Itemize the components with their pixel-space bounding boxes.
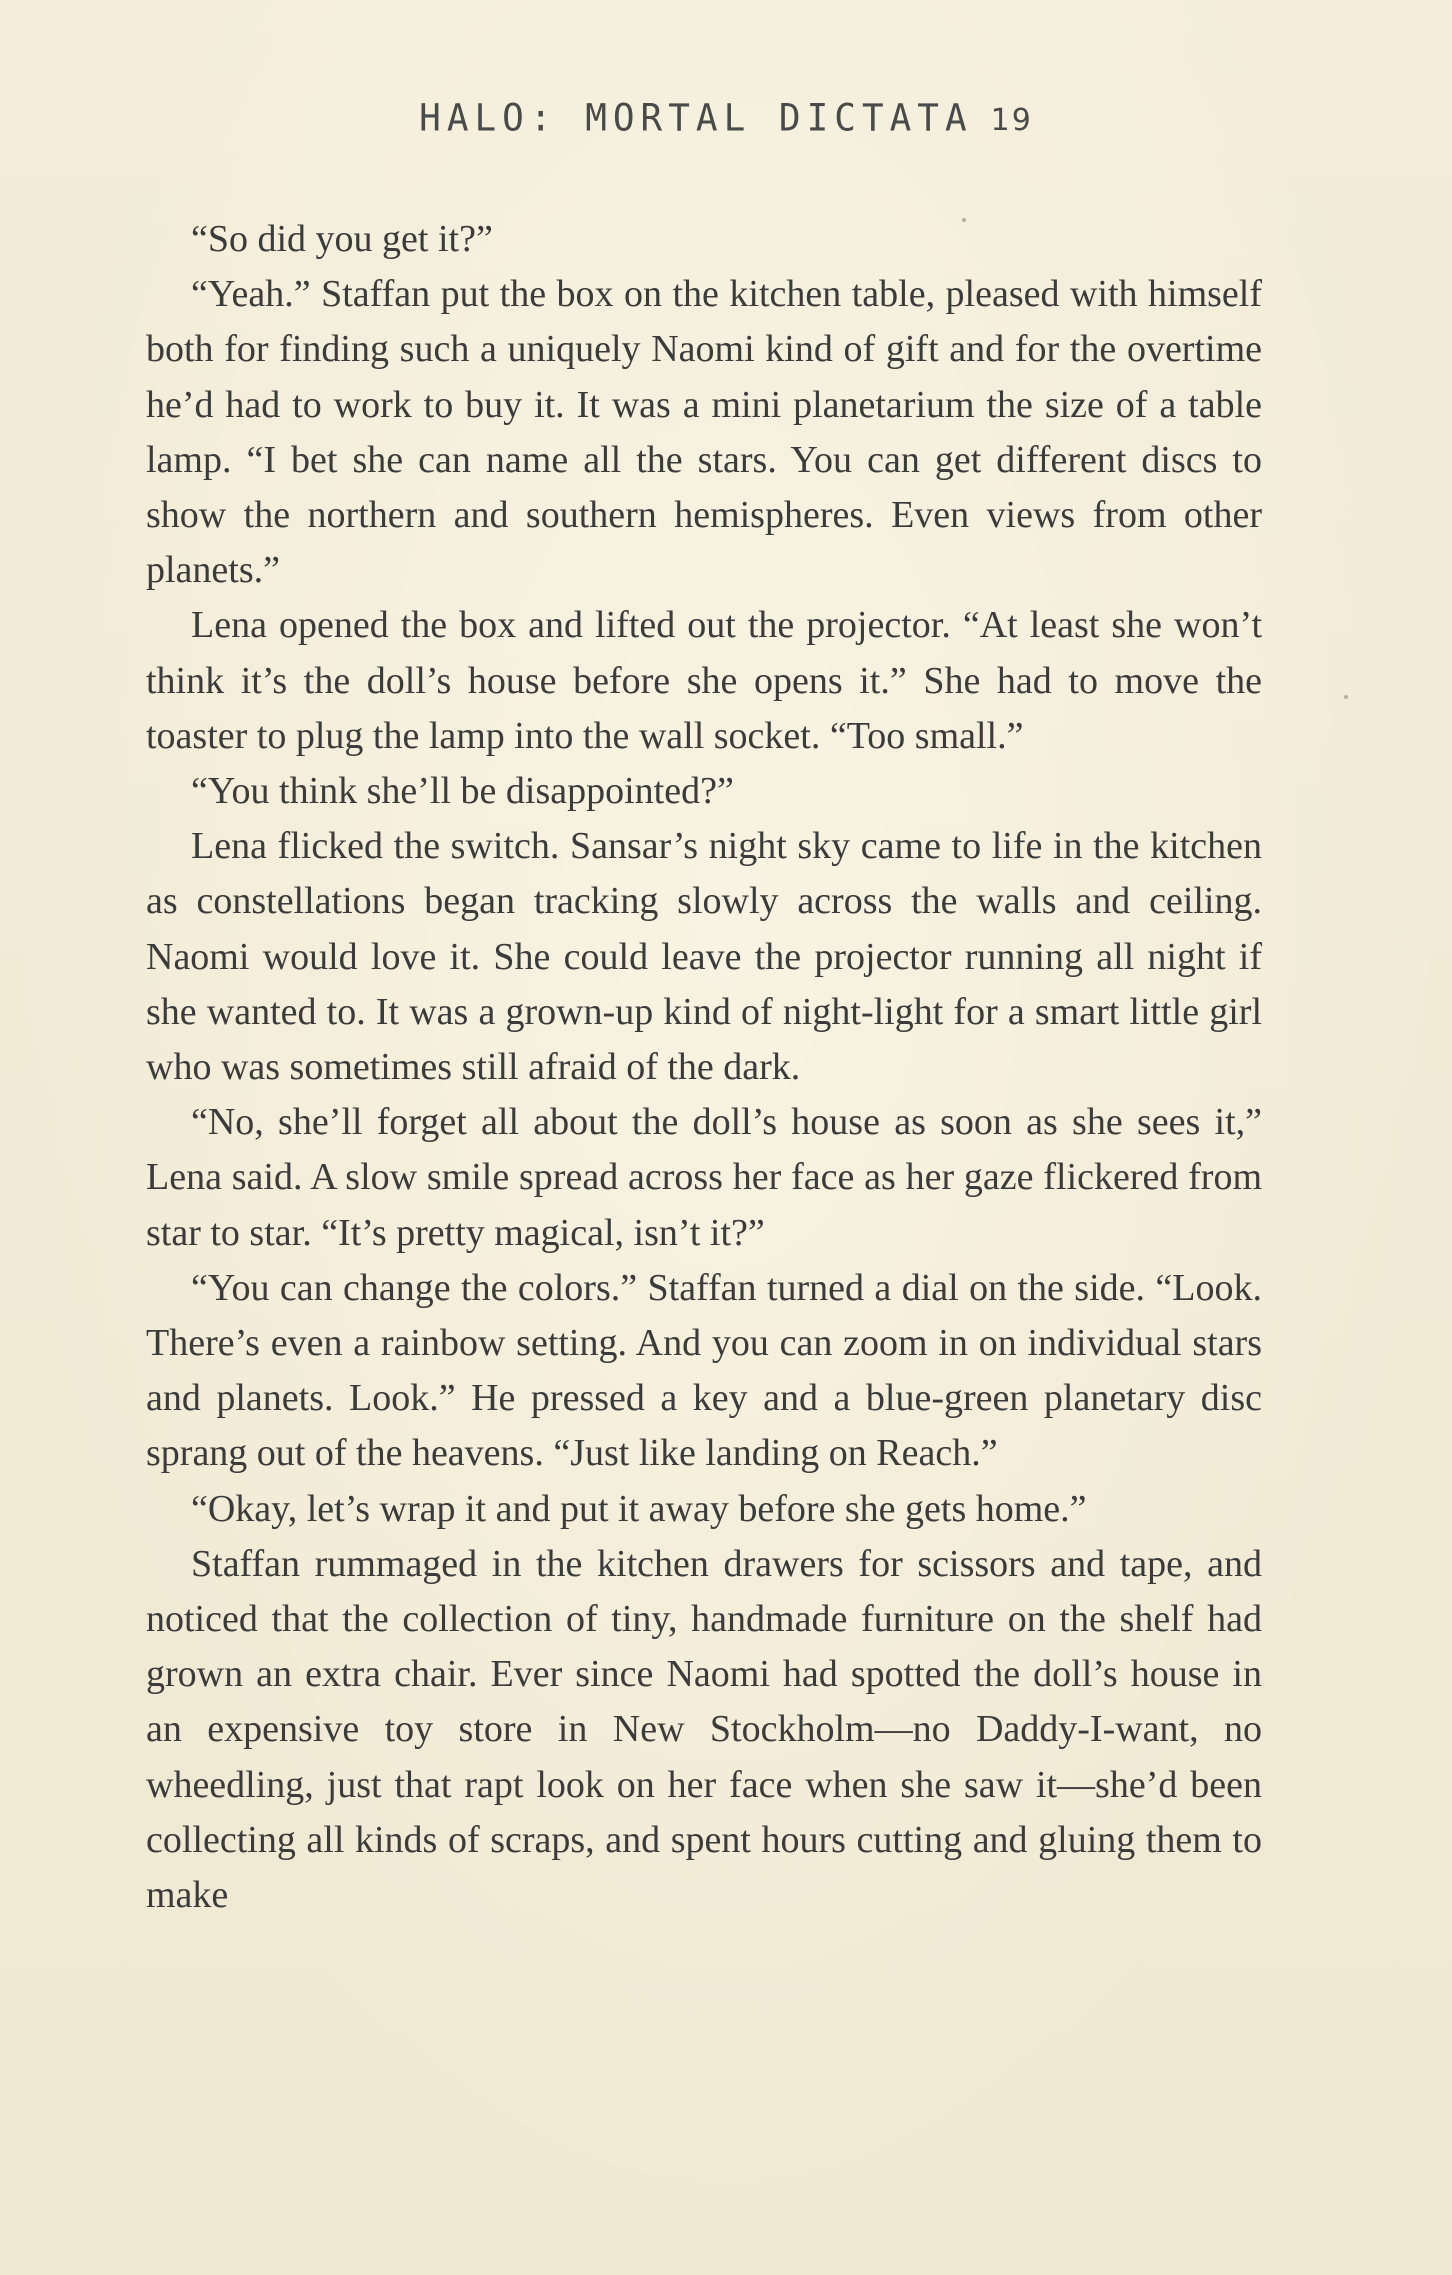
- paragraph-1: “So did you get it?”: [191, 218, 493, 260]
- paper-speck: [1344, 695, 1348, 699]
- paragraph-6: “No, she’ll forget all about the doll’s house as soon as she sees it,” Lena said. A slow smile spread across her face as her gaze flickered from star to star. “It’s pretty magical, isn’t it?”: [146, 1101, 1262, 1254]
- paragraph-5: Lena flicked the switch. Sansar’s night sky came to life in the kitchen as constellations began tracking slowly across the walls and ceiling. Naomi would love it. She could leave the projector running all night if she wanted to. It was a grown-up kind of night-light for a smart little girl who was sometimes still afraid of the dark.: [146, 825, 1262, 1089]
- paragraph-8: “Okay, let’s wrap it and put it away before she gets home.”: [191, 1487, 1087, 1530]
- paragraph-7: “You can change the colors.” Staffan turned a dial on the side. “Look. There’s even a rainbow setting. And you can zoom in on individual stars and planets. Look.” He pressed a key and a blue-green planetary disc sprang out of the heavens. “Just like landing on Reach.”: [146, 1266, 1262, 1475]
- paragraph-2: “Yeah.” Staffan put the box on the kitchen table, pleased with himself both for finding such a uniquely Naomi kind of gift and for the overtime he’d had to work to buy it. It was a mini planetarium the size of a table lamp. “I bet she can name all the stars. You can get different discs to show the northern and southern hemispheres. Even views from other planets.”: [146, 273, 1262, 592]
- paper-speck: [962, 218, 966, 222]
- paragraph-3: Lena opened the box and lifted out the projector. “At least she won’t think it’s the doll’s house before she opens it.” She had to move the toaster to plug the lamp into the wall socket. “Too small.”: [146, 604, 1262, 757]
- page-number: 19: [990, 103, 1033, 138]
- paragraph-4: “You think she’ll be disappointed?”: [191, 770, 734, 813]
- paragraph-9: Staffan rummaged in the kitchen drawers for scissors and tape, and noticed that the collection of tiny, handmade furniture on the shelf had grown an extra chair. Ever since Naomi had spotted the doll’s house in an expensive toy store in New Stockholm—no Daddy-I-want, no wheedling, just that rapt look on her face when she saw it—she’d been collecting all kinds of scraps, and spent hours cutting and gluing them to make: [146, 1542, 1262, 1917]
- book-title: HALO: MORTAL DICTATA: [419, 96, 973, 141]
- body-text: [146, 212, 1262, 1923]
- running-head: [0, 98, 1452, 139]
